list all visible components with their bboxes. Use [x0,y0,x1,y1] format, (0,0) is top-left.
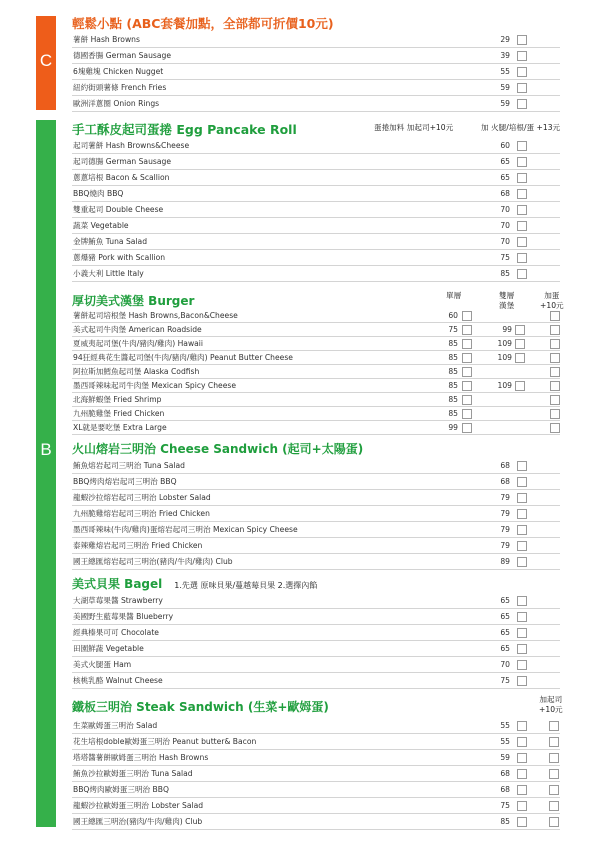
pancake-row [72,202,560,218]
bagel-row [72,593,560,609]
item-name: 薯餅起司培根堡 Hash Browns,Bacon&Cheese [73,311,238,320]
item-price: 65 [500,173,510,182]
egg-checkbox[interactable] [550,381,560,391]
item-price: 65 [500,612,510,621]
item-name: 鮪魚熔岩起司三明治 Tuna Salad [73,461,185,470]
egg-checkbox[interactable] [550,409,560,419]
steak-col-cheese: 加起司 +10元 [539,695,563,714]
item-name: 雙重起司 Double Cheese [73,205,164,214]
pancake-addon-cheese-label: 蛋捲加料 加起司+10元 [374,123,454,132]
item-price: 68 [500,785,510,794]
item-name: BBQ烤肉歐姆蛋三明治 BBQ [73,785,169,794]
option-checkbox[interactable] [517,237,527,247]
option-checkbox[interactable] [517,221,527,231]
egg-checkbox[interactable] [550,339,560,349]
item-price: 39 [500,51,510,60]
burger-row [72,407,560,421]
item-name: 起司薯餅 Hash Browns&Cheese [73,141,190,150]
egg-checkbox[interactable] [550,311,560,321]
item-name: 夏威夷起司堡(牛肉/豬肉/雞肉) Hawaii [73,339,204,348]
item-price: 55 [500,721,510,730]
burger-row [72,365,560,379]
burger-row [72,393,560,407]
section-c-band [36,16,56,110]
single-price: 85 [448,353,458,362]
option-checkbox[interactable] [517,801,527,811]
item-name: 蔥蔥培根 Bacon & Scallion [73,173,170,182]
option-checkbox[interactable] [517,628,527,638]
item-name: 94狂經典花生醬起司堡(牛肉/豬肉/雞肉) Peanut Butter Cheese [73,353,293,362]
item-price: 59 [500,99,510,108]
burger-row [72,323,560,337]
option-checkbox[interactable] [517,157,527,167]
item-name: 美式火腿蛋 Ham [73,660,132,669]
item-price: 29 [500,35,510,44]
option-checkbox[interactable] [517,493,527,503]
item-name: 北海鮮蝦堡 Fried Shrimp [73,395,162,404]
item-price: 60 [500,141,510,150]
option-checkbox[interactable] [549,817,559,827]
option-checkbox[interactable] [517,525,527,535]
option-checkbox[interactable] [517,35,527,45]
pancake-row [72,250,560,266]
option-checkbox[interactable] [517,676,527,686]
cheese_sandwich-row [72,538,560,554]
single-checkbox[interactable] [462,423,472,433]
section-c-letter: C [39,51,53,70]
item-name: 小義大利 Little Italy [73,269,144,278]
menu-content [72,0,582,846]
option-checkbox[interactable] [517,205,527,215]
item-name: 德國香腸 German Sausage [73,51,171,60]
burger-title: 厚切美式漢堡 Burger [72,294,195,308]
single-price: 85 [448,367,458,376]
burger-row [72,351,560,365]
item-name: 龍蝦沙拉歐姆蛋三明治 Lobster Salad [73,801,204,810]
cheese_sandwich-row [72,554,560,570]
egg-checkbox[interactable] [550,367,560,377]
single-price: 85 [448,381,458,390]
item-price: 65 [500,644,510,653]
cheese-sandwich-title: 火山熔岩三明治 Cheese Sandwich (起司+太陽蛋) [72,442,364,456]
item-name: 美國野生藍莓果醬 Blueberry [73,612,174,621]
item-name: 九州脆雞堡 Fried Chicken [73,409,165,418]
bagel-row [72,657,560,673]
item-name: BBQ烤肉熔岩起司三明治 BBQ [73,477,177,486]
option-checkbox[interactable] [549,785,559,795]
item-price: 68 [500,189,510,198]
burger-row [72,421,560,435]
item-price: 79 [500,509,510,518]
item-price: 55 [500,67,510,76]
item-name: 田園鮮蔬 Vegetable [73,644,144,653]
item-name: 墨西哥辣味(牛肉/雞肉)蛋熔岩起司三明治 Mexican Spicy Cheese [73,525,298,534]
steak-row [72,750,560,766]
option-checkbox[interactable] [517,612,527,622]
option-checkbox[interactable] [517,721,527,731]
item-price: 65 [500,628,510,637]
c_section-row [72,64,560,80]
item-price: 59 [500,753,510,762]
item-price: 68 [500,769,510,778]
option-checkbox[interactable] [517,189,527,199]
item-name: 大湖草莓果醬 Strawberry [73,596,163,605]
item-name: 花生培根doble歐姆蛋三明治 Peanut butter& Bacon [73,737,257,746]
egg-checkbox[interactable] [550,395,560,405]
bagel-note: 1.先選 原味貝果/蔓越莓貝果 2.選擇內餡 [174,581,318,590]
double-checkbox[interactable] [515,381,525,391]
burger-row [72,309,560,323]
option-checkbox[interactable] [549,769,559,779]
c_section-row [72,48,560,64]
option-checkbox[interactable] [517,83,527,93]
steak-row [72,782,560,798]
item-name: 塔塔醬薯餅歐姆蛋三明治 Hash Browns [73,753,209,762]
bagel-title-text: 美式貝果 Bagel [72,577,163,591]
item-name: 泰辣雞熔岩起司三明治 Fried Chicken [73,541,203,550]
cheese_sandwich-row [72,490,560,506]
option-checkbox[interactable] [517,173,527,183]
item-price: 75 [500,253,510,262]
burger-col-single: 單層 [446,291,462,300]
single-checkbox[interactable] [462,353,472,363]
option-checkbox[interactable] [517,817,527,827]
item-price: 85 [500,269,510,278]
bagel-row [72,641,560,657]
cheese_sandwich-row [72,522,560,538]
item-name: 鮪魚沙拉歐姆蛋三明治 Tuna Salad [73,769,193,778]
pancake-row [72,234,560,250]
single-checkbox[interactable] [462,395,472,405]
item-name: 國王總匯熔岩起司三明治(豬肉/牛肉/雞肉) Club [73,557,233,566]
single-checkbox[interactable] [462,381,472,391]
option-checkbox[interactable] [549,801,559,811]
pancake-title: 手工酥皮起司蛋捲 Egg Pancake Roll [72,122,297,137]
item-name: 蔥爆豬 Pork with Scallion [73,253,166,262]
bagel-row [72,673,560,689]
single-price: 60 [448,311,458,320]
pancake-row [72,218,560,234]
pancake-row [72,170,560,186]
bagel-row [72,609,560,625]
item-price: 59 [500,83,510,92]
item-price: 55 [500,737,510,746]
item-price: 70 [500,205,510,214]
single-price: 85 [448,395,458,404]
item-price: 79 [500,541,510,550]
single-price: 99 [448,423,458,432]
option-checkbox[interactable] [549,721,559,731]
single-price: 85 [448,339,458,348]
single-checkbox[interactable] [462,409,472,419]
c_section-row [72,80,560,96]
option-checkbox[interactable] [517,141,527,151]
burger-row [72,379,560,393]
option-checkbox[interactable] [517,644,527,654]
item-price: 75 [500,801,510,810]
item-name: 6塊雞塊 Chicken Nugget [73,67,164,76]
steak-sandwich-title: 鐵板三明治 Steak Sandwich (生菜+歐姆蛋) [72,700,329,714]
cheese_sandwich-row [72,474,560,490]
item-name: 起司德腸 German Sausage [73,157,171,166]
option-checkbox[interactable] [517,737,527,747]
option-checkbox[interactable] [517,660,527,670]
item-name: XL就是要吃堡 Extra Large [73,423,167,432]
single-checkbox[interactable] [462,339,472,349]
double-price: 109 [497,353,512,362]
item-price: 70 [500,221,510,230]
cheese_sandwich-row [72,506,560,522]
c_section-row [72,32,560,48]
cheese_sandwich-row [72,458,560,474]
item-name: 歐洲洋蔥圈 Onion Rings [73,99,160,108]
c_section-row [72,96,560,112]
egg-checkbox[interactable] [550,325,560,335]
burger-col-egg: 加蛋 +10元 [540,291,564,310]
steak-row [72,734,560,750]
item-price: 70 [500,660,510,669]
option-checkbox[interactable] [517,67,527,77]
item-name: 龍蝦沙拉熔岩起司三明治 Lobster Salad [73,493,211,502]
egg-checkbox[interactable] [550,353,560,363]
option-checkbox[interactable] [517,785,527,795]
single-price: 75 [448,325,458,334]
item-name: 九州脆雞熔岩起司三明治 Fried Chicken [73,509,210,518]
option-checkbox[interactable] [517,99,527,109]
double-price: 109 [497,339,512,348]
option-checkbox[interactable] [517,253,527,263]
item-name: 墨西哥辣味起司牛肉堡 Mexican Spicy Cheese [73,381,237,390]
item-name: BBQ燒肉 BBQ [73,189,124,198]
option-checkbox[interactable] [517,509,527,519]
item-price: 79 [500,493,510,502]
item-name: 生菜歐姆蛋三明治 Salad [73,721,158,730]
burger-row [72,337,560,351]
pancake-row [72,186,560,202]
item-price: 68 [500,477,510,486]
double-checkbox[interactable] [515,353,525,363]
pancake-addon-meat-label: 加 火腿/培根/蛋 +13元 [481,123,561,132]
section-b-letter: B [40,440,52,459]
item-price: 85 [500,817,510,826]
item-name: 經典榛果可可 Chocolate [73,628,159,637]
double-checkbox[interactable] [515,325,525,335]
item-price: 70 [500,237,510,246]
steak-row [72,766,560,782]
item-name: 阿拉斯加鱈魚起司堡 Alaska Codfish [73,367,200,376]
option-checkbox[interactable] [517,269,527,279]
item-name: 蔬菜 Vegetable [73,221,129,230]
option-checkbox[interactable] [517,557,527,567]
pancake-row [72,138,560,154]
item-name: 薯餅 Hash Browns [73,35,140,44]
single-checkbox[interactable] [462,367,472,377]
egg-checkbox[interactable] [550,423,560,433]
pancake-row [72,154,560,170]
double-price: 99 [502,325,512,334]
steak-row [72,798,560,814]
double-checkbox[interactable] [515,339,525,349]
item-price: 79 [500,525,510,534]
pancake-row [72,266,560,282]
option-checkbox[interactable] [517,769,527,779]
single-checkbox[interactable] [462,325,472,335]
option-checkbox[interactable] [517,477,527,487]
snacks-title: 輕鬆小點 (ABC套餐加點，全部都可折價10元) [72,16,334,31]
single-price: 85 [448,409,458,418]
item-price: 68 [500,461,510,470]
item-price: 65 [500,596,510,605]
steak-row [72,814,560,830]
burger-col-double: 雙層 漢堡 [499,291,515,310]
option-checkbox[interactable] [517,461,527,471]
item-name: 金牌鮪魚 Tuna Salad [73,237,148,246]
option-checkbox[interactable] [549,753,559,763]
item-name: 紐約街頭薯條 French Fries [73,83,167,92]
item-price: 75 [500,676,510,685]
option-checkbox[interactable] [517,51,527,61]
section-b-band [36,120,56,827]
item-name: 國王總匯三明治(豬肉/牛肉/雞肉) Club [73,817,203,826]
option-checkbox[interactable] [517,753,527,763]
steak-row [72,718,560,734]
item-price: 89 [500,557,510,566]
item-price: 65 [500,157,510,166]
item-name: 核桃乳酪 Walnut Cheese [73,676,163,685]
double-price: 109 [497,381,512,390]
bagel-title [72,575,317,592]
option-checkbox[interactable] [549,737,559,747]
item-name: 美式起司牛肉堡 American Roadside [73,325,202,334]
single-checkbox[interactable] [462,311,472,321]
option-checkbox[interactable] [517,596,527,606]
option-checkbox[interactable] [517,541,527,551]
bagel-row [72,625,560,641]
